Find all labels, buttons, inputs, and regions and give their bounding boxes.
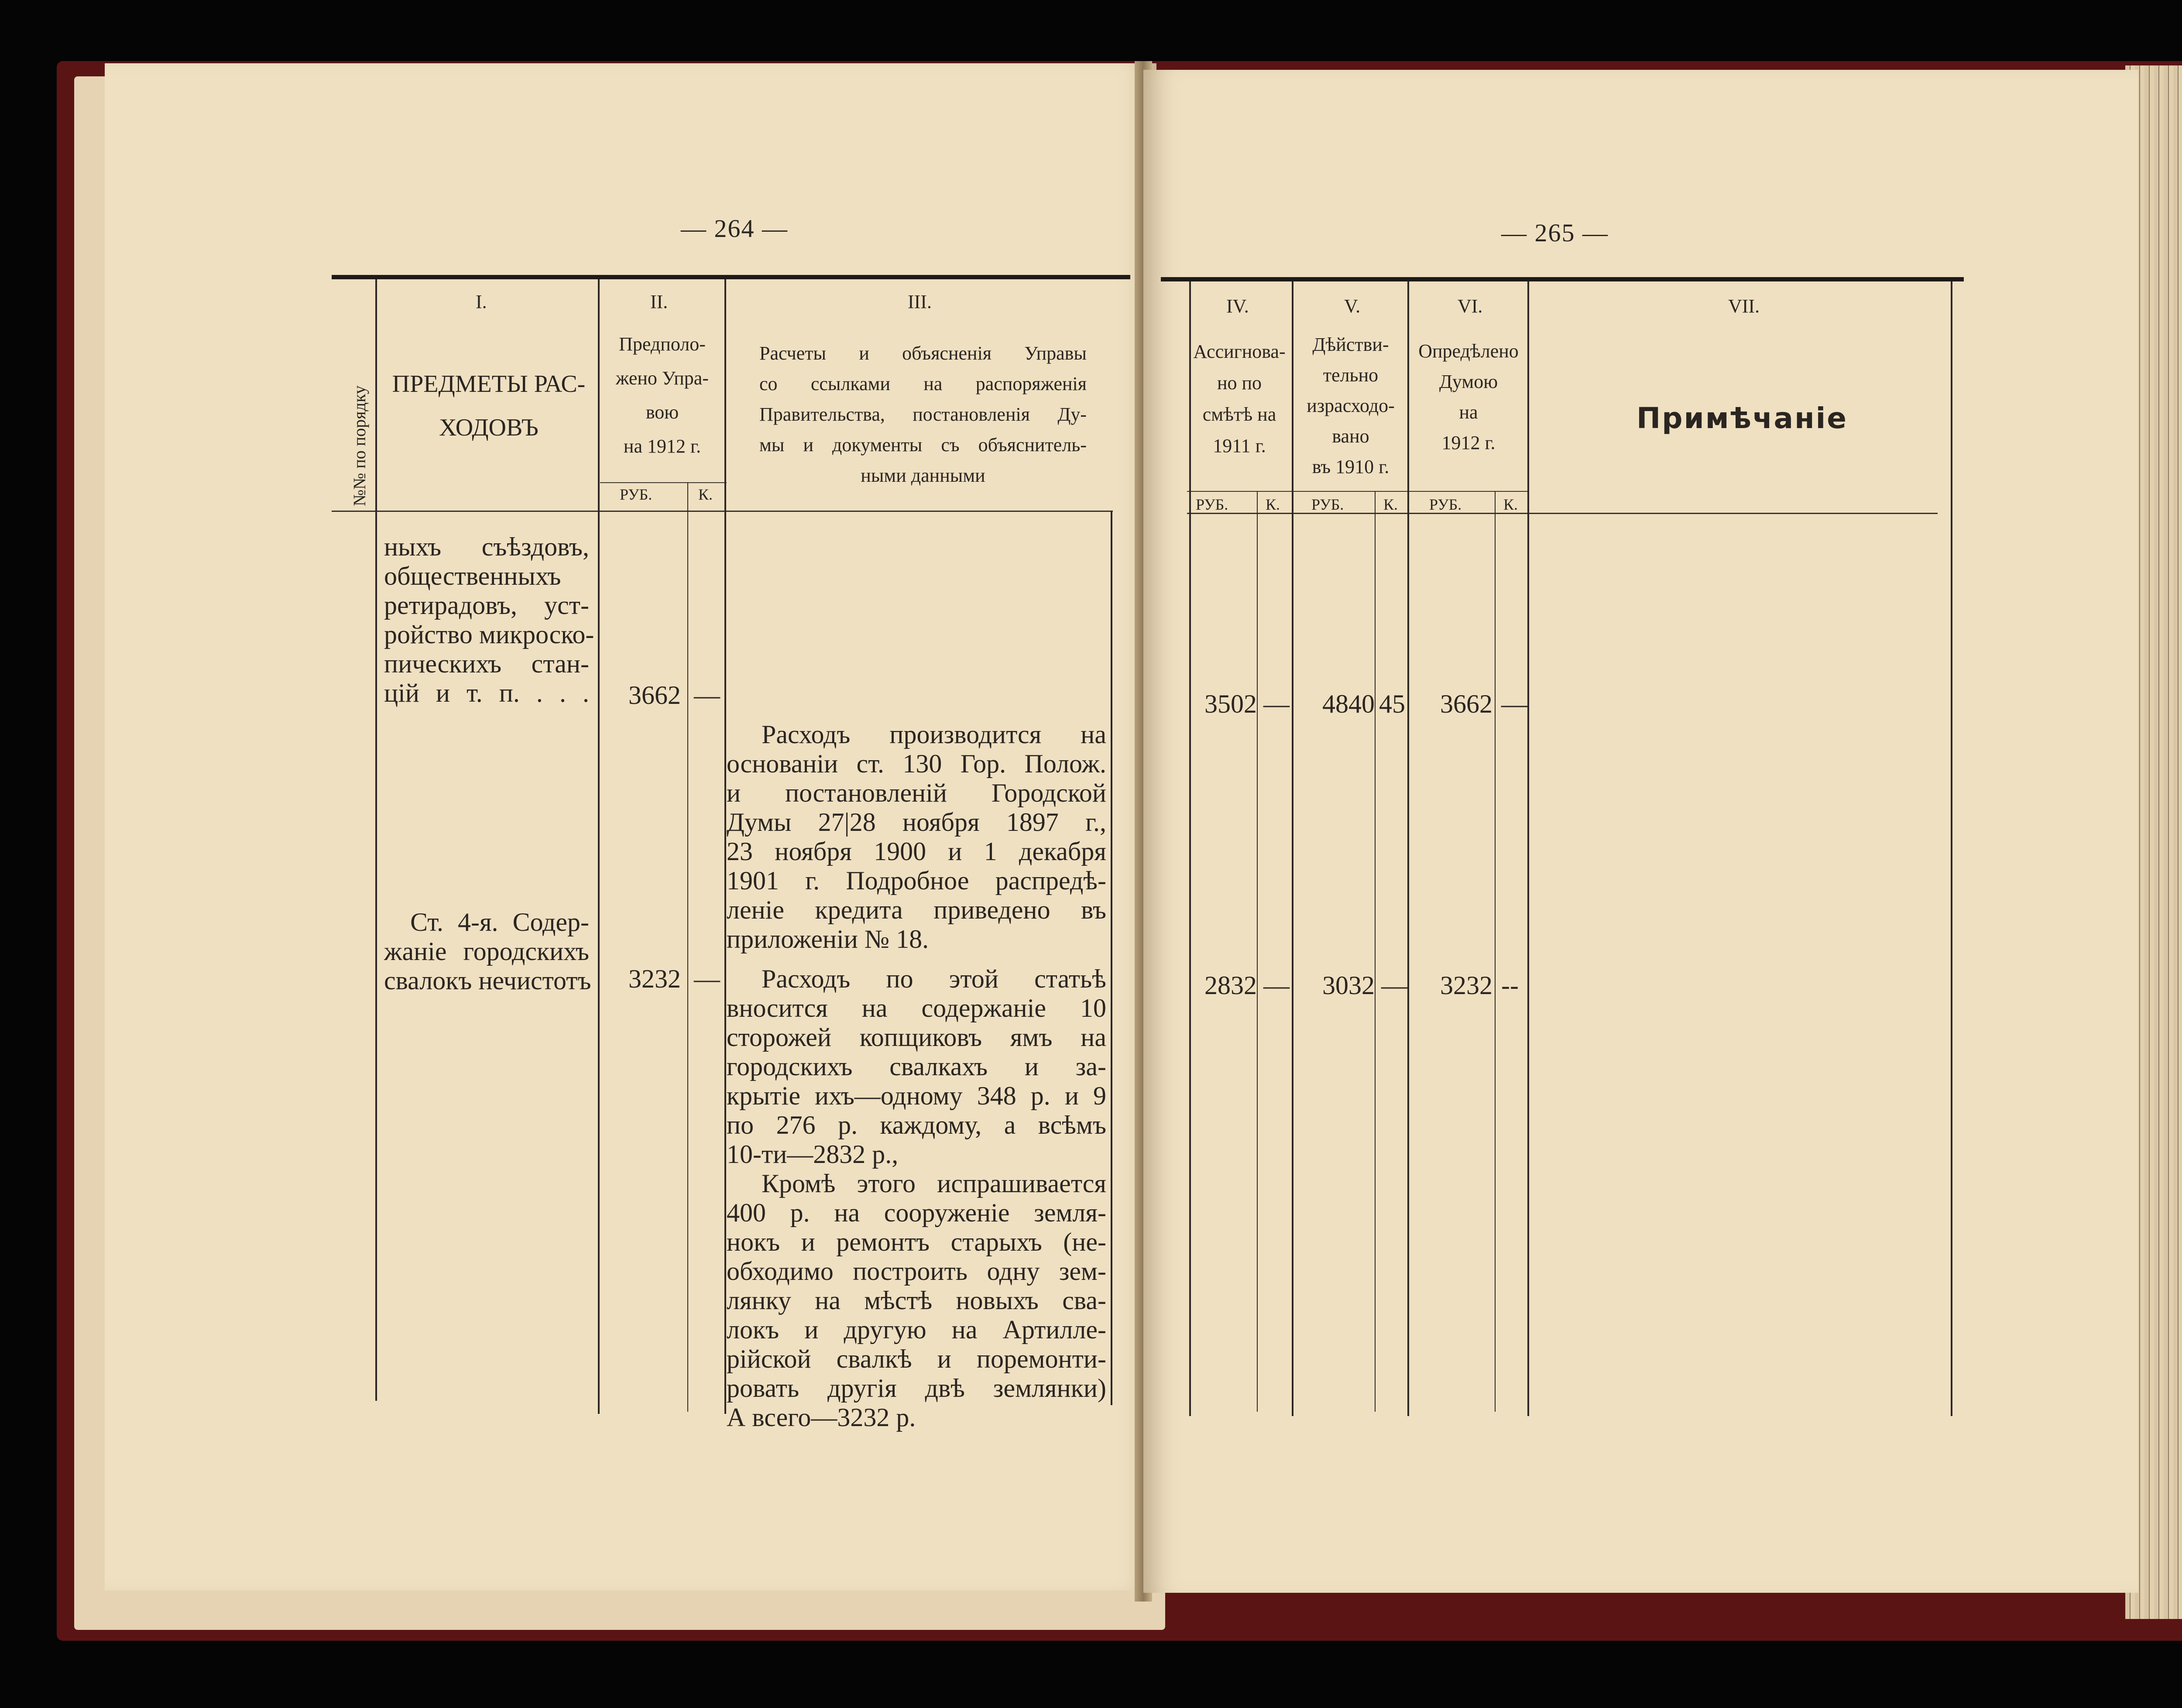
item2-explanation-line: ровать другія двѣ землянки) <box>727 1374 1106 1403</box>
item2-explanation-line: вносится на содержаніе 10 <box>727 994 1106 1022</box>
col-divider <box>598 279 600 1414</box>
item2-explanation-line: по 276 р. каждому, а всѣмъ <box>727 1111 1106 1139</box>
col2-roman: II. <box>650 291 668 312</box>
col1-roman: I. <box>476 291 487 312</box>
col5-roman: V. <box>1344 295 1361 317</box>
col-divider <box>1495 491 1496 1412</box>
item1-explanation-line: и постановленій Городской <box>727 779 1106 807</box>
page-number-left: — 264 — <box>681 214 788 243</box>
col2-header-line: Предполо- <box>619 333 706 355</box>
rub-kop-rule-left <box>600 482 727 483</box>
rub-label: РУБ. <box>1311 496 1344 513</box>
table-top-rule-right <box>1161 277 1964 281</box>
item2-explanation-line: Кромѣ этого испрашивается <box>762 1169 1106 1198</box>
header-bottom-rule-left <box>332 511 1113 512</box>
col-number-header: №№ по порядку <box>350 385 369 506</box>
item1-explanation-line: 23 ноября 1900 и 1 декабря <box>727 837 1106 866</box>
item2-explanation-line: лянку на мѣстѣ новыхъ сва- <box>727 1286 1106 1315</box>
item2-explanation-line: нокъ и ремонтъ старыхъ (не- <box>727 1228 1106 1256</box>
col5-header-line: Дѣйстви- <box>1312 334 1389 355</box>
rub-label: РУБ. <box>620 486 652 503</box>
row2-col5-kop: — <box>1381 971 1407 1000</box>
col4-header <box>1187 336 1292 462</box>
col5-header-line: тельно <box>1323 364 1379 386</box>
item2-explanation-line: сторожей копщиковъ ямъ на <box>727 1023 1106 1052</box>
item1-title-line: цій и т. п. . . . <box>384 679 589 707</box>
item1-title-line: пическихъ стан- <box>384 649 589 678</box>
row1-col4: 3502 <box>1204 689 1257 718</box>
col2-header <box>602 327 722 463</box>
item1-title-line: ретирадовъ, уст- <box>384 591 589 620</box>
item1-title-line: ныхъ съѣздовъ, <box>384 532 589 561</box>
kop-label: К. <box>1383 496 1398 513</box>
kop-label: К. <box>698 486 713 503</box>
col6-roman: VI. <box>1458 295 1483 317</box>
item1-explanation <box>727 720 1106 954</box>
item2-explanation-line: Расходъ по этой статьѣ <box>762 964 1106 993</box>
col6-header-line: на <box>1459 401 1478 423</box>
item1-kop: — <box>694 681 720 710</box>
header-bottom-rule-right <box>1187 513 1938 514</box>
item2-explanation-line: 400 р. на сооруженіе земля- <box>727 1198 1106 1227</box>
item2-explanation <box>727 964 1106 1432</box>
item2-title-line: свалокъ нечистотъ <box>384 966 591 995</box>
rub-kop-rule-right <box>1187 491 1527 492</box>
col3-header-line: мы и документы съ объяснитель- <box>759 434 1087 456</box>
row2-col5: 3032 <box>1322 971 1375 1000</box>
row1-col4-kop: — <box>1263 689 1290 718</box>
item1-title-line: общественныхъ <box>384 562 561 590</box>
col2-header-line: жено Упра- <box>616 367 709 389</box>
item1-explanation-line: Расходъ производится на <box>762 720 1106 749</box>
col5-header-line: въ 1910 г. <box>1312 456 1389 477</box>
col1-header <box>384 362 594 449</box>
item2-explanation-line: локъ и другую на Артилле- <box>727 1315 1106 1344</box>
col7-header: Примѣчаніе <box>1636 401 1848 435</box>
col6-header-line: 1912 г. <box>1441 432 1496 453</box>
item1-title <box>384 532 594 708</box>
table-top-rule-left <box>332 275 1130 279</box>
item1-title-line: ройство микроско- <box>384 620 594 649</box>
page-number-right: — 265 — <box>1501 219 1609 247</box>
col1-header-line: ПРЕДМЕТЫ РАС- <box>392 370 586 398</box>
col-divider <box>1375 491 1376 1412</box>
col-divider <box>724 279 726 1414</box>
col7-roman: VII. <box>1728 295 1760 317</box>
col2-header-line: на 1912 г. <box>623 436 701 457</box>
col-divider <box>1257 491 1258 1412</box>
row1-col6: 3662 <box>1440 689 1492 718</box>
item2-kop: — <box>694 964 720 993</box>
item1-explanation-line: 1901 г. Подробное распредѣ- <box>727 866 1106 895</box>
item2-explanation-line: рійской свалкѣ и поремонти- <box>727 1344 1106 1373</box>
row1-col6-kop: — <box>1501 689 1527 718</box>
col1-header-line: ХОДОВЪ <box>439 414 539 441</box>
col4-header-line: 1911 г. <box>1213 435 1266 456</box>
item2-title-line: Ст. 4-я. Содер- <box>410 908 589 936</box>
item1-amount: 3662 <box>628 681 681 710</box>
item2-explanation-line: обходимо построить одну зем- <box>727 1257 1106 1286</box>
item2-amount: 3232 <box>628 964 681 993</box>
item1-explanation-line: Думы 27|28 ноября 1897 г., <box>727 808 1106 837</box>
row2-col6: 3232 <box>1440 971 1492 1000</box>
col-divider <box>375 279 377 1401</box>
col5-header-line: израсходо- <box>1307 395 1395 416</box>
col3-header <box>759 338 1087 491</box>
col-divider <box>1527 281 1529 1416</box>
col4-header-line: смѣтѣ на <box>1202 404 1276 425</box>
col-divider <box>687 482 688 1412</box>
row2-col4: 2832 <box>1204 971 1257 1000</box>
item2-title-line: жаніе городскихъ <box>384 937 589 966</box>
col4-roman: IV. <box>1226 295 1249 317</box>
col4-header-line: но по <box>1217 372 1262 394</box>
col3-roman: III. <box>908 291 932 312</box>
item2-explanation-line: А всего—3232 р. <box>727 1403 916 1432</box>
col-divider <box>1292 281 1293 1416</box>
item1-explanation-line: приложеніи № 18. <box>727 925 929 953</box>
item2-explanation-line: городскихъ свалкахъ и за- <box>727 1052 1106 1081</box>
col-divider <box>1407 281 1409 1416</box>
col-divider <box>1951 281 1952 1416</box>
item2-explanation-line: крытіе ихъ—одному 348 р. и 9 <box>727 1081 1106 1110</box>
row2-col4-kop: — <box>1263 971 1290 1000</box>
item2-explanation-line: 10-ти—2832 р., <box>727 1140 899 1169</box>
col3-header-line: ными данными <box>861 465 985 486</box>
row1-col5-kop: 45 <box>1379 689 1405 718</box>
row1-col5: 4840 <box>1322 689 1375 718</box>
col5-header-line: вано <box>1332 425 1369 447</box>
item1-explanation-line: основаніи ст. 130 Гор. Полож. <box>727 749 1106 778</box>
col5-header <box>1294 329 1407 482</box>
col2-header-line: вою <box>645 401 679 423</box>
col3-header-line: Правительства, постановленія Ду- <box>759 404 1087 425</box>
rub-label: РУБ. <box>1196 496 1228 513</box>
col6-header-line: Опредѣлено <box>1418 340 1519 362</box>
col3-header-line: со ссылками на распоряженія <box>759 373 1087 394</box>
kop-label: К. <box>1266 496 1280 513</box>
col3-header-line: Расчеты и объясненія Управы <box>759 343 1087 364</box>
col4-header-line: Ассигнова- <box>1193 341 1286 362</box>
col-divider <box>1111 511 1112 1405</box>
col6-header <box>1410 336 1527 458</box>
kop-label: К. <box>1503 496 1518 513</box>
row2-col6-kop: -- <box>1501 971 1519 1000</box>
item2-title <box>384 908 589 995</box>
col6-header-line: Думою <box>1439 371 1498 392</box>
item1-explanation-line: леніе кредита приведено въ <box>727 895 1106 924</box>
rub-label: РУБ. <box>1429 496 1462 513</box>
